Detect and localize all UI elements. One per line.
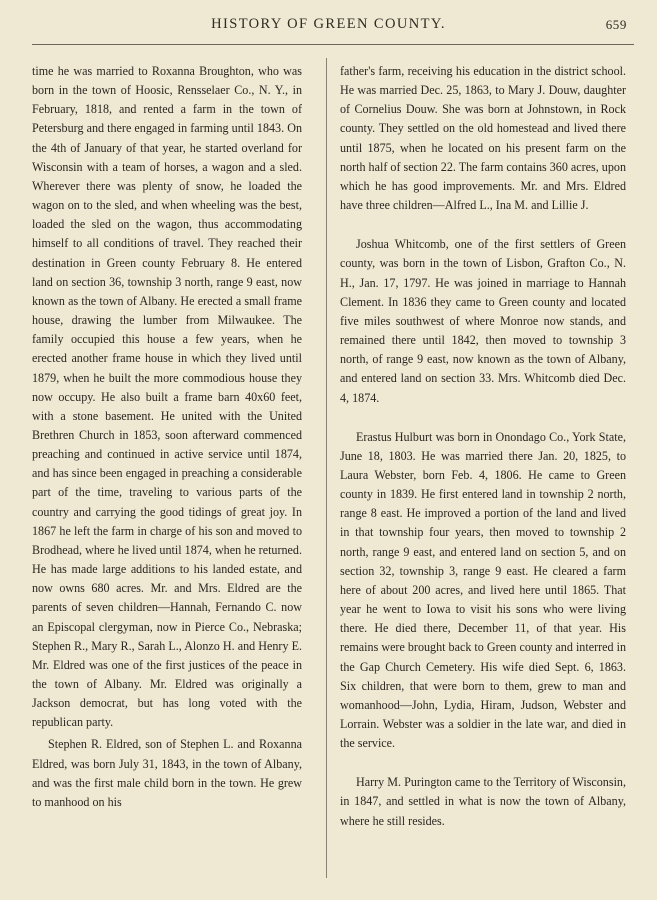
paragraph-eldred-farm: father's farm, receiving his education in the district school. He was married Dec. 25, 1863, to Mary J. Douw, daughter of Cornelius Douw. She was born at Johnstown, in Rock county. They settled on the old homestead and lived there until 1875, when he located on his present farm on the north half of section 22. The farm contains 360 acres, upon which he has good improvements. Mr. and Mrs. Eldred have three children—Alfred L., Ina M. and Lillie J. (340, 64, 626, 213)
running-header (0, 14, 657, 38)
paragraph-harry-purington: Harry M. Purington came to the Territory of Wisconsin, in 1847, and settled in what is now the town of Albany, where he still resides. (340, 775, 626, 828)
paragraph-eldred-continued: time he was married to Roxanna Broughton, who was born in the town of Hoosic, Rensselaer Co., N. Y., in February, 1818, and rented a farm in the town of Petersburg and there engaged in farming until 1843. On the 4th of January of that year, he started overland for Wisconsin with a team of horses, a wagon and a sled. Wherever there was plenty of snow, he loaded the wagon on to the sled, and when wheeling was the best, loaded the sled on the wagon, thus accommodating himself to all conditions of travel. They reached their destination in Green county February 8. He entered land on section 36, township 3 north, range 9 east, now known as the town of Albany. He erected a small frame house, drawing the lumber from Milwaukee. The family occupied this house a few years, when he erected another frame house in which they lived until 1879, when he built the more commodious house they now occupy. He also built a frame barn 40x60 feet, with a stone basement. He united with the United Brethren Church in 1853, soon afterward commenced preaching and continued in active service until 1874, and has since been engaged in preaching a considerable part of the time, traveling to various parts of the country and carrying the good tidings of great joy. In 1867 he left the farm in charge of his son and moved to Brodhead, where he lived until 1874, when he returned. He has made large additions to his landed estate, and now owns 680 acres. Mr. and Mrs. Eldred are the parents of seven children—Hannah, Fernando C. now an Episcopal clergyman, now in Pierce Co., Nebraska; Stephen R., Mary R., Sarah L., Alonzo H. and Henry E. Mr. Eldred was one of the first justices of the peace in the town of Albany. Mr. Eldred was originally a Jackson democrat, but has long voted with the republican party. (32, 64, 302, 730)
page-number: 659 (605, 17, 627, 32)
header-rule (32, 44, 634, 45)
running-title: HISTORY OF GREEN COUNTY. (211, 16, 446, 32)
paragraph-joshua-whitcomb: Joshua Whitcomb, one of the first settlers of Green county, was born in the town of Lisbon, Grafton Co., N. H., Jan. 17, 1797. He was joined in marriage to Hannah Clement. In 1836 they came to Green county and located five miles southwest of where Monroe now stands, and remained there until 1842, then moved to township 3 north, of range 9 east, now known as the town of Albany, and entered land on section 33. Mrs. Whitcomb died Dec. 4, 1874. (340, 237, 626, 405)
paragraph-stephen-r-eldred: Stephen R. Eldred, son of Stephen L. and Roxanna Eldred, was born July 31, 1843, in the town of Albany, and was the first male child born in the town. He grew to manhood on his (32, 737, 302, 809)
left-column (32, 62, 302, 812)
right-column (340, 62, 626, 831)
column-divider (326, 58, 327, 878)
paragraph-erastus-hulburt: Erastus Hulburt was born in Onondago Co., York State, June 18, 1803. He was married there Jan. 20, 1825, to Laura Webster, born Feb. 4, 1806. He came to Green county in 1839. He first entered land in township 2 north, range 8 east. He improved a portion of the land and lived in that township four years, then moved to township 2 north, range 9 east, and entered land on section 5, and on section 32, township 3, range 9 east. He cleared a farm here of about 200 acres, and lived here until 1865. That year he went to Iowa to visit his sons who were living there. He died there, December 11, of that year. His remains were brought back to Green county and interred in the Gap Church Cemetery. His wife died Sept. 6, 1863. Six children, that were born to them, grew to man and womanhood—John, Lydia, Hiram, Judson, Webster and Lorrain. Webster was a soldier in the late war, and died in the service. (340, 429, 626, 751)
